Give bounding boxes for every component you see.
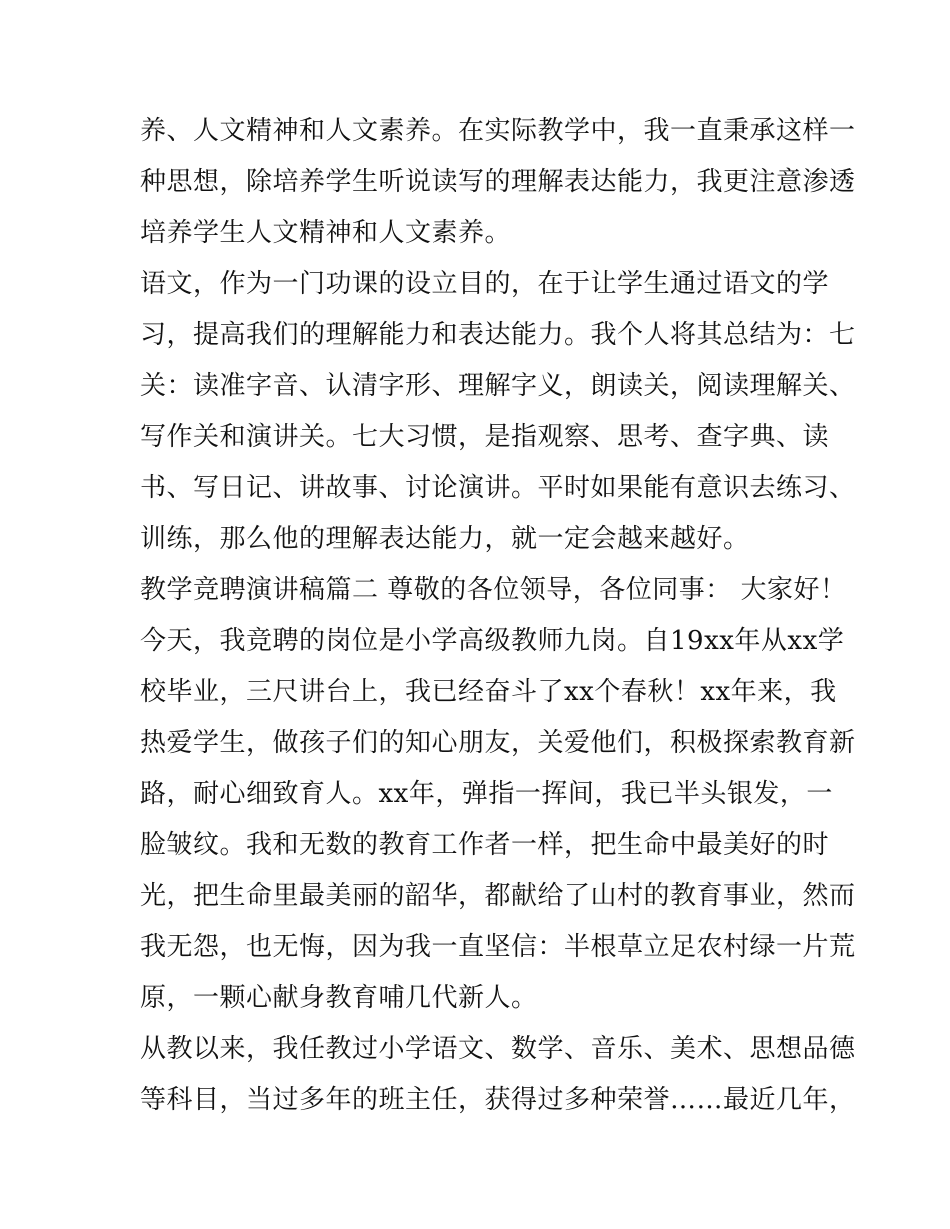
text-line-6: 关：读准字音、认清字形、理解字义，朗读关，阅读理解关、 [140,371,856,401]
document-body [140,106,856,1126]
text-line-4: 语文，作为一门功课的设立目的，在于让学生通过语文的学 [140,269,830,299]
text-line-17: 我无怨，也无悔，因为我一直坚信：半根草立足农村绿一片荒 [140,932,856,962]
text-line-1: 养、人文精神和人文素养。在实际教学中，我一直秉承这样一 [140,116,856,146]
text-line-20: 等科目，当过多年的班主任，获得过多种荣誉……最近几年， [140,1085,856,1115]
text-line-11: 今天，我竞聘的岗位是小学高级教师九岗。自19xx年从xx学 [140,626,845,656]
text-line-18: 原，一颗心献身教育哺几代新人。 [140,983,538,1013]
text-line-14: 路，耐心细致育人。xx年，弹指一挥间，我已半头银发，一 [140,779,833,809]
text-line-19: 从教以来，我任教过小学语文、数学、音乐、美术、思想品德 [140,1034,856,1064]
text-line-8: 书、写日记、讲故事、讨论演讲。平时如果能有意识去练习、 [140,473,856,503]
text-line-13: 热爱学生，做孩子们的知心朋友，关爱他们，积极探索教育新 [140,728,856,758]
text-line-15: 脸皱纹。我和无数的教育工作者一样，把生命中最美好的时 [140,830,830,860]
text-line-10: 教学竞聘演讲稿篇二 尊敬的各位领导，各位同事： 大家好！ [140,575,847,605]
text-line-5: 习，提高我们的理解能力和表达能力。我个人将其总结为：七 [140,320,856,350]
text-line-2: 种思想，除培养学生听说读写的理解表达能力，我更注意渗透 [140,167,856,197]
text-line-16: 光，把生命里最美丽的韶华，都献给了山村的教育事业，然而 [140,881,856,911]
text-line-12: 校毕业，三尺讲台上，我已经奋斗了xx个春秋！xx年来，我 [140,677,837,707]
text-line-7: 写作关和演讲关。七大习惯，是指观察、思考、查字典、读 [140,422,830,452]
text-line-9: 训练，那么他的理解表达能力，就一定会越来越好。 [140,524,750,554]
text-line-3: 培养学生人文精神和人文素养。 [140,218,512,248]
